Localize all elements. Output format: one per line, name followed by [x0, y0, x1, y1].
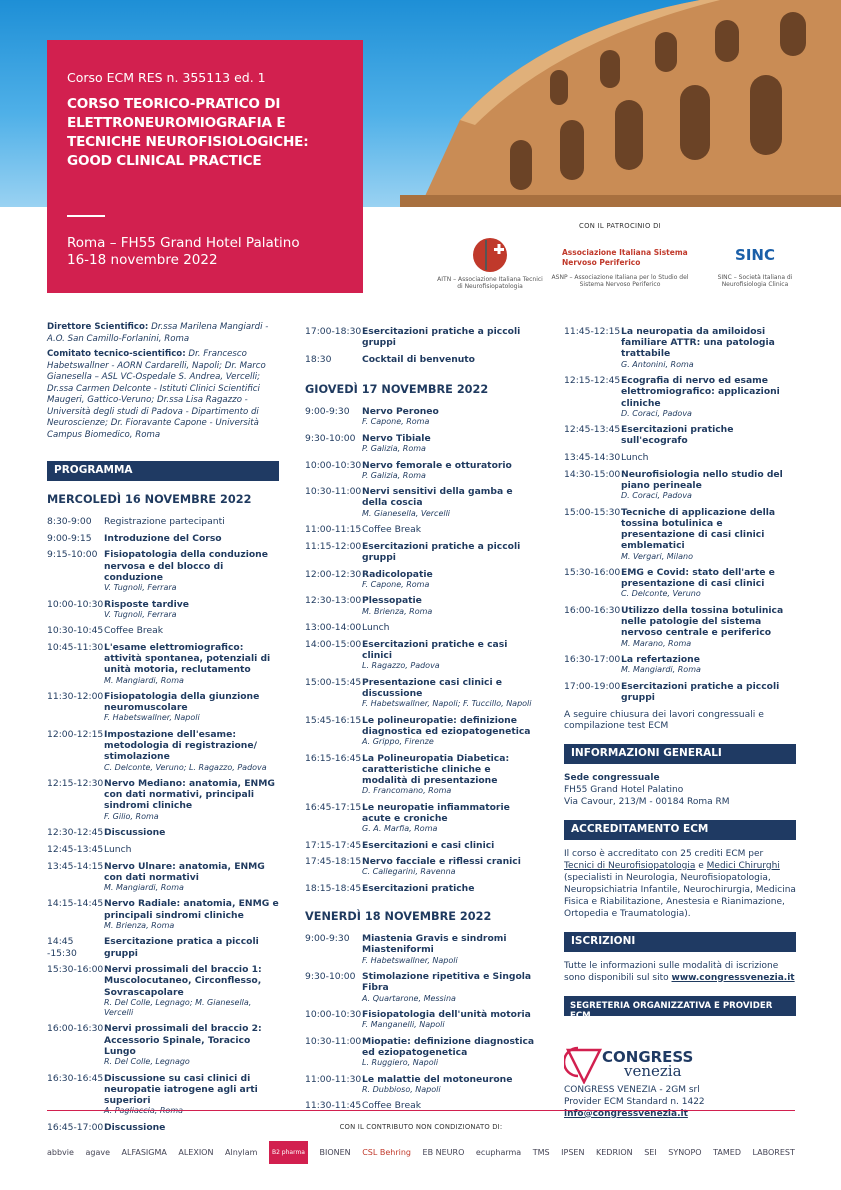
schedule-speaker: M. Mangiardi, Roma: [104, 675, 184, 685]
schedule-item: [305, 715, 535, 747]
schedule-title: Lunch: [362, 622, 390, 634]
schedule-speaker: A. Quartarone, Messina: [362, 993, 456, 1003]
schedule-time: 11:00-11:30: [305, 1073, 362, 1085]
schedule-time: 17:45-18:15: [305, 856, 362, 868]
schedule-item: [305, 326, 535, 348]
schedule-time: 15:00-15:30: [564, 506, 621, 518]
schedule-speaker: A. Pagliaccia, Roma: [104, 1106, 184, 1116]
course-title: CORSO TEORICO-PRATICO DI ELETTRONEUROMIOGRAFIA E TECNICHE NEUROFISIOLOGICHE: GOOD CLINICAL PRACTICE: [67, 96, 309, 169]
sponsor-logo: B2 pharma: [269, 1141, 308, 1164]
sponsor-logo: Alnylam: [225, 1148, 258, 1157]
schedule-title: Utilizzo della tossina botulinica nelle patologie del sistema nervoso centrale e periferico: [621, 604, 784, 639]
schedule-item: [564, 605, 796, 649]
schedule-title: Presentazione casi clinici e discussione: [362, 676, 503, 699]
registration-text: Tutte le informazioni sulle modalità di iscrizione sono disponibili sul sito www.congressvenezia.it: [564, 960, 795, 983]
schedule-speaker: M. Brienza, Roma: [362, 606, 433, 616]
schedule-item: [47, 964, 279, 1018]
divider: [67, 215, 105, 217]
schedule-speaker: L. Ruggiero, Napoli: [362, 1058, 439, 1068]
general-info-heading: INFORMAZIONI GENERALI: [564, 744, 796, 764]
schedule-speaker: C. Delconte, Veruno: [621, 589, 701, 599]
sponsor-logo: EB NEURO: [422, 1148, 465, 1157]
program-heading: PROGRAMMA: [47, 461, 279, 481]
schedule-title: Esercitazioni pratiche a piccoli gruppi: [621, 680, 780, 703]
schedule-time: 17:15-17:45: [305, 839, 362, 851]
schedule-speaker: D. Coraci, Padova: [621, 491, 692, 501]
schedule-speaker: L. Ragazzo, Padova: [362, 661, 440, 671]
schedule-speaker: P. Galizia, Roma: [362, 444, 426, 454]
schedule-item: [305, 1036, 535, 1068]
schedule-speaker: R. Dubbioso, Napoli: [362, 1084, 441, 1094]
schedule-item: [305, 622, 535, 633]
email-link[interactable]: info@congressvenezia.it: [564, 1108, 688, 1119]
schedule-title: Miopatie: definizione diagnostica ed eziopatogenetica: [362, 1035, 535, 1058]
schedule-item: [305, 883, 535, 894]
schedule-item: [564, 507, 796, 562]
schedule-title: Plessopatie: [362, 595, 422, 607]
schedule-time: 11:30-11:45: [305, 1100, 362, 1112]
schedule-title: Miastenia Gravis e sindromi Miasteniformi: [362, 933, 507, 956]
schedule-time: 9:00-9:15: [47, 532, 92, 544]
schedule-item: [305, 460, 535, 481]
schedule-time: 15:30-16:00: [564, 567, 621, 579]
schedule-title: Esercitazioni pratiche a piccoli gruppi: [362, 540, 521, 564]
sponsor-logo: SEI: [644, 1148, 657, 1157]
schedule-item: [305, 486, 535, 518]
patron-sinc: [705, 236, 805, 288]
sponsor-logo: SYNOPO: [668, 1148, 702, 1157]
schedule-title: Esercitazioni pratiche e casi clinici: [362, 638, 508, 662]
schedule-time: 8:30-9:00: [47, 516, 92, 527]
schedule-item: [564, 424, 796, 446]
schedule-item: [305, 802, 535, 834]
closing-note: A seguire chiusura dei lavori congressuali e compilazione test ECM: [564, 708, 764, 732]
director: Direttore Scientifico: Dr.ssa Marilena Mangiardi - A.O. San Camillo-Forlanini, Roma: [47, 322, 269, 344]
schedule-time: 10:30-10:45: [47, 625, 104, 637]
schedule-time: 12:30-13:00: [305, 595, 362, 607]
patron-aitn: [435, 236, 545, 290]
schedule-item: [564, 452, 796, 463]
sponsor-logo: CSL Behring: [362, 1148, 412, 1157]
schedule-time: 14:45 -15:30: [47, 936, 77, 959]
schedule-time: 14:15-14:45: [47, 898, 104, 910]
sponsor-logo: TMS: [532, 1148, 550, 1157]
schedule-time: 16:45-17:15: [305, 801, 362, 813]
company-name: CONGRESS VENEZIA - 2GM srl: [564, 1084, 700, 1095]
schedule-title: Neurofisiologia nello studio del piano perineale: [621, 468, 783, 492]
schedule-title: Fisiopatologia dell'unità motoria: [362, 1009, 531, 1020]
schedule-time: 16:00-16:30: [564, 604, 621, 616]
schedule-time: 12:30-12:45: [47, 827, 104, 839]
schedule-item: [47, 599, 279, 620]
schedule-item: [305, 971, 535, 1003]
schedule-title: Coffee Break: [104, 625, 164, 637]
schedule-item: [305, 639, 535, 671]
schedule-time: 17:00-19:00: [564, 680, 621, 692]
schedule-title: Fisiopatologia della giunzione neuromuscolare: [104, 691, 260, 714]
schedule-speaker: F. Habetswallner, Napoli: [362, 955, 458, 965]
course-code: Corso ECM RES n. 355113 ed. 1: [67, 70, 266, 85]
schedule-title: Nervi sensitivi della gamba e della coscia: [362, 486, 513, 509]
schedule-speaker: M. Brienza, Roma: [104, 920, 175, 930]
schedule-item: [305, 933, 535, 965]
secretariat-heading: SEGRETERIA ORGANIZZATIVA E PROVIDER ECM: [564, 996, 796, 1016]
ecm-text: Il corso è accreditato con 25 crediti ECM per Tecnici di Neurofisiopatologia e Medici Chirurghi (specialisti in Neurologia, Neurofisiopatologia, Neuropsichiatria Infantile, Neurochirurgia, Medicina Fisica e Riabilitazione, Anestesia e Rianimazione, Ortopedia e Traumatologia).: [564, 848, 796, 919]
schedule-item: [47, 642, 279, 686]
schedule-item: [305, 840, 535, 851]
schedule-title: Lunch: [104, 843, 132, 855]
day-heading-friday: VENERDÌ 18 NOVEMBRE 2022: [305, 910, 492, 924]
course-dates: 16-18 novembre 2022: [67, 252, 218, 268]
schedule-item: [47, 729, 279, 773]
schedule-time: 15:30-16:00: [47, 964, 104, 976]
schedule-speaker: M. Marano, Roma: [621, 638, 692, 648]
course-location: Roma – FH55 Grand Hotel Palatino: [67, 235, 300, 251]
schedule-time: 11:00-11:15: [305, 524, 362, 536]
schedule-time: 18:30: [305, 353, 332, 365]
schedule-item: [305, 354, 535, 365]
schedule-item: [47, 898, 279, 930]
schedule-item: [47, 533, 279, 544]
schedule-time: 12:15-12:45: [564, 375, 621, 387]
congress-venezia-mark-icon: [564, 1044, 604, 1084]
sponsor-logo: agave: [85, 1148, 111, 1157]
schedule-speaker: M. Mangiardi, Roma: [621, 665, 701, 675]
schedule-item: [305, 1009, 535, 1030]
schedule-time: 13:00-14:00: [305, 622, 362, 634]
column-right: [564, 326, 796, 1120]
schedule-title: Coffee Break: [362, 1100, 422, 1112]
patronage-heading: CON IL PATROCINIO DI: [579, 222, 661, 230]
schedule-title: Discussione su casi clinici di neuropatie iatrogene agli arti superiori: [104, 1072, 258, 1106]
schedule-time: 12:45-13:45: [564, 424, 621, 436]
schedule-title: Tecniche di applicazione della tossina botulinica e presentazione di casi clinici emblematici: [621, 506, 776, 552]
schedule-time: 16:15-16:45: [305, 752, 362, 764]
schedule-item: [47, 1023, 279, 1067]
schedule-speaker: G. Antonini, Roma: [621, 359, 694, 369]
colosseum-image: [400, 0, 841, 207]
schedule-title: Nervi prossimali del braccio 2: Accessorio Spinale, Toracico Lungo: [104, 1023, 262, 1057]
aitn-logo-icon: [470, 236, 510, 274]
sponsor-logo: abbvie: [47, 1148, 74, 1157]
schedule-speaker: V. Tugnoli, Ferrara: [104, 609, 177, 619]
schedule-time: 13:45-14:30: [564, 452, 621, 464]
schedule-title: Esercitazioni pratiche sull'ecografo: [621, 424, 734, 447]
secretariat-info: [564, 1044, 796, 1120]
provider-number: Provider ECM Standard n. 1422: [564, 1096, 705, 1107]
schedule-speaker: F. Habetswallner, Napoli: [104, 713, 200, 723]
schedule-item: [305, 677, 535, 709]
schedule-title: Discussione: [104, 827, 166, 839]
schedule-time: 12:45-13:45: [47, 843, 104, 855]
schedule-item: [305, 856, 535, 877]
schedule-time: 10:00-10:30: [305, 1009, 362, 1020]
schedule-speaker: F. Gilio, Roma: [104, 811, 159, 821]
asnp-logo: Associazione Italiana Sistema Nervoso Periferico: [562, 248, 688, 267]
schedule-item: [47, 778, 279, 822]
schedule-speaker: M. Mangiardi, Roma: [104, 882, 184, 892]
schedule-title: Nervo femorale e otturatorio: [362, 459, 512, 471]
schedule-time: 12:15-12:30: [47, 778, 104, 790]
title-card: [47, 40, 363, 293]
sponsor-logo: ecupharma: [475, 1148, 522, 1157]
schedule-time: 10:00-10:30: [305, 459, 362, 471]
schedule-time: 12:00-12:15: [47, 728, 104, 740]
ecm-heading: ACCREDITAMENTO ECM: [564, 820, 796, 840]
sponsor-logo: TAMED: [713, 1148, 741, 1157]
sponsor-logo: ALEXION: [178, 1148, 214, 1157]
schedule-title: Cocktail di benvenuto: [362, 353, 475, 365]
schedule-title: Radicolopatie: [362, 568, 433, 580]
schedule-title: Coffee Break: [362, 524, 422, 536]
schedule-time: 18:15-18:45: [305, 882, 362, 894]
schedule-speaker: P. Galizia, Roma: [362, 470, 426, 480]
schedule-title: Esercitazioni pratiche: [362, 882, 475, 894]
schedule-item: [47, 861, 279, 893]
schedule-title: Le neuropatie infiammatorie acute e croniche: [362, 801, 510, 824]
schedule-speaker: D. Francomano, Roma: [362, 786, 452, 796]
schedule-item: [305, 524, 535, 535]
schedule-item: [564, 469, 796, 501]
schedule-time: 13:45-14:15: [47, 860, 104, 872]
schedule-speaker: R. Del Colle, Legnago: [104, 1057, 190, 1066]
schedule-item: [305, 569, 535, 590]
schedule-time: 16:30-16:45: [47, 1072, 104, 1084]
schedule-item: [47, 625, 279, 636]
registration-heading: ISCRIZIONI: [564, 932, 796, 952]
schedule-item: [564, 567, 796, 599]
schedule-item: [305, 1074, 535, 1095]
day-heading-thursday: GIOVEDÌ 17 NOVEMBRE 2022: [305, 383, 489, 397]
schedule-title: Introduzione del Corso: [104, 532, 222, 544]
congress-venezia-logo: CONGRESS venezia: [564, 1044, 796, 1084]
schedule-title: Nervo Mediano: anatomia, ENMG con dati normativi, principali sindromi cliniche: [104, 778, 275, 812]
schedule-title: Esercitazioni e casi clinici: [362, 839, 495, 851]
schedule-title: Esercitazione pratica a piccoli gruppi: [104, 936, 259, 959]
schedule-time: 16:45-17:00: [47, 1121, 104, 1133]
schedule-speaker: C. Delconte, Veruno; L. Ragazzo, Padova: [104, 762, 267, 772]
schedule-title: La refertazione: [621, 654, 700, 666]
schedule-time: 17:00-18:30: [305, 326, 362, 337]
schedule-item: [47, 936, 279, 958]
schedule-speaker: C. Callegarini, Ravenna: [362, 867, 456, 877]
schedule-title: Stimolazione ripetitiva e Singola Fibra: [362, 971, 532, 994]
schedule-title: Nervo facciale e riflessi cranici: [362, 856, 521, 868]
schedule-time: 14:30-15:00: [564, 468, 621, 480]
sponsors: [47, 1110, 795, 1164]
schedule-speaker: M. Vergari, Milano: [621, 551, 693, 561]
schedule-item: [305, 595, 535, 616]
schedule-item: [305, 433, 535, 454]
schedule-item: [305, 406, 535, 427]
schedule-time: 10:45-11:30: [47, 641, 104, 653]
schedule-speaker: F. Habetswallner, Napoli; F. Tuccillo, Napoli: [362, 699, 532, 709]
schedule-item: [305, 541, 535, 563]
schedule-item: [564, 654, 796, 675]
schedule-title: La neuropatia da amiloidosi familiare ATTR: una patologia trattabile: [621, 326, 775, 360]
schedule-time: 9:30-10:00: [305, 432, 356, 444]
schedule-time: 9:00-9:30: [305, 406, 350, 418]
schedule-time: 15:45-16:15: [305, 714, 362, 726]
column-middle: [305, 326, 535, 1117]
schedule-time: 16:30-17:00: [564, 654, 621, 666]
schedule-time: 9:00-9:30: [305, 933, 350, 945]
schedule-time: 10:30-11:00: [305, 1035, 362, 1047]
schedule-title: Nervo Ulnare: anatomia, ENMG con dati normativi: [104, 860, 265, 883]
schedule-title: Impostazione dell'esame: metodologia di registrazione/ stimolazione: [104, 728, 257, 763]
schedule-speaker: F. Capone, Roma: [362, 579, 430, 589]
aitn-caption: AITN – Associazione Italiana Tecnici di Neurofisiopatologia: [437, 276, 543, 290]
schedule-item: [47, 844, 279, 855]
schedule-item: [47, 691, 279, 723]
schedule-item: [564, 326, 796, 370]
schedule-time: 10:30-11:00: [305, 486, 362, 498]
schedule-title: Nervi prossimali del braccio 1: Muscolocutaneo, Circonflesso, Sovrascapolare: [104, 964, 262, 998]
sponsor-logo: KEDRION: [596, 1148, 633, 1157]
sponsor-logo: BIONEN: [319, 1148, 351, 1157]
schedule-time: 11:45-12:15: [564, 326, 621, 337]
schedule-speaker: F. Capone, Roma: [362, 417, 430, 427]
schedule-title: Nervo Tibiale: [362, 432, 431, 444]
schedule-title: La Polineuropatia Diabetica: caratteristiche cliniche e modalità di presentazione: [362, 752, 510, 786]
schedule-time: 16:00-16:30: [47, 1023, 104, 1035]
schedule-time: 11:30-12:00: [47, 691, 104, 703]
schedule-title: Discussione: [104, 1121, 166, 1133]
schedule-title: Nervo Radiale: anatomia, ENMG e principali sindromi cliniche: [104, 898, 279, 921]
schedule-time: 15:00-15:45: [305, 676, 362, 688]
website-link[interactable]: www.congressvenezia.it: [671, 972, 795, 983]
schedule-title: Risposte tardive: [104, 598, 189, 610]
schedule-speaker: G. A. Marfia, Roma: [362, 824, 438, 834]
schedule-speaker: R. Del Colle, Legnago; M. Gianesella, Vercelli: [104, 997, 252, 1017]
asnp-caption: ASNP – Associazione Italiana per lo Studio del Sistema Nervoso Periferico: [551, 274, 689, 288]
schedule-speaker: M. Gianesella, Vercelli: [362, 508, 451, 518]
schedule-speaker: A. Grippo, Firenze: [362, 737, 434, 747]
schedule-title: L'esame elettromiografico: attività spontanea, potenziali di unità motoria, reclutamento: [104, 641, 271, 676]
committee: Comitato tecnico-scientifico: Dr. Francesco Habetswallner - AORN Cardarelli, Napoli; Dr. Marco Gianesella – ASL VC-Ospedale S. Andrea, Vercelli; Dr.ssa Carmen Delconte - Istituti Clinici Scientifici Maugeri, Gattico-Veruno; Dr.ssa Lisa Ragazzo - Università degli studi di Padova - Dipartimento di Neuroscienze; Dr. Fioravante Capone - Università Campus Biomedico, Roma: [47, 349, 266, 440]
schedule-title: Ecografia di nervo ed esame elettromiografico: applicazioni cliniche: [621, 375, 780, 409]
sponsor-logo: ALFASIGMA: [121, 1148, 167, 1157]
schedule-time: 9:15-10:00: [47, 549, 98, 561]
schedule-title: Lunch: [621, 452, 649, 464]
schedule-time: 14:00-15:00: [305, 638, 362, 650]
schedule-item: [564, 375, 796, 419]
schedule-speaker: F. Manganelli, Napoli: [362, 1020, 445, 1030]
schedule-item: [47, 516, 279, 527]
patron-asnp: [550, 244, 690, 288]
venue-info: Sede congressuale FH55 Grand Hotel Palatino Via Cavour, 213/M - 00184 Roma RM: [564, 772, 730, 807]
sinc-logo: SINC: [735, 246, 775, 264]
schedule-item: [564, 681, 796, 703]
schedule-time: 10:00-10:30: [47, 598, 104, 610]
schedule-title: Esercitazioni pratiche a piccoli gruppi: [362, 326, 521, 349]
schedule-title: EMG e Covid: stato dell'arte e presentazione di casi clinici: [621, 567, 775, 590]
schedule-title: Fisiopatologia della conduzione nervosa e del blocco di conduzione: [104, 549, 268, 583]
sinc-caption: SINC – Società Italiana di Neurofisiologia Clinica: [717, 274, 793, 288]
day-heading-wednesday: MERCOLEDÌ 16 NOVEMBRE 2022: [47, 493, 252, 506]
sponsors-heading: CON IL CONTRIBUTO NON CONDIZIONATO DI:: [339, 1123, 503, 1131]
schedule-title: Nervo Peroneo: [362, 406, 439, 418]
sponsor-logo: IPSEN: [561, 1148, 585, 1157]
schedule-time: 12:00-12:30: [305, 568, 362, 580]
schedule-item: [47, 549, 279, 593]
patronage: [437, 222, 800, 290]
schedule-title: Le polineuropatie: definizione diagnostica ed eziopatogenetica: [362, 714, 531, 737]
sponsor-logo: LABOREST: [752, 1148, 795, 1157]
schedule-item: [305, 753, 535, 797]
schedule-speaker: V. Tugnoli, Ferrara: [104, 583, 177, 593]
column-left: [47, 322, 279, 1138]
schedule-speaker: D. Coraci, Padova: [621, 408, 692, 418]
schedule-title: Le malattie del motoneurone: [362, 1073, 513, 1085]
schedule-time: 11:15-12:00: [305, 540, 362, 552]
schedule-title: Registrazione partecipanti: [104, 516, 225, 527]
schedule-item: [47, 827, 279, 838]
schedule-time: 9:30-10:00: [305, 971, 356, 983]
